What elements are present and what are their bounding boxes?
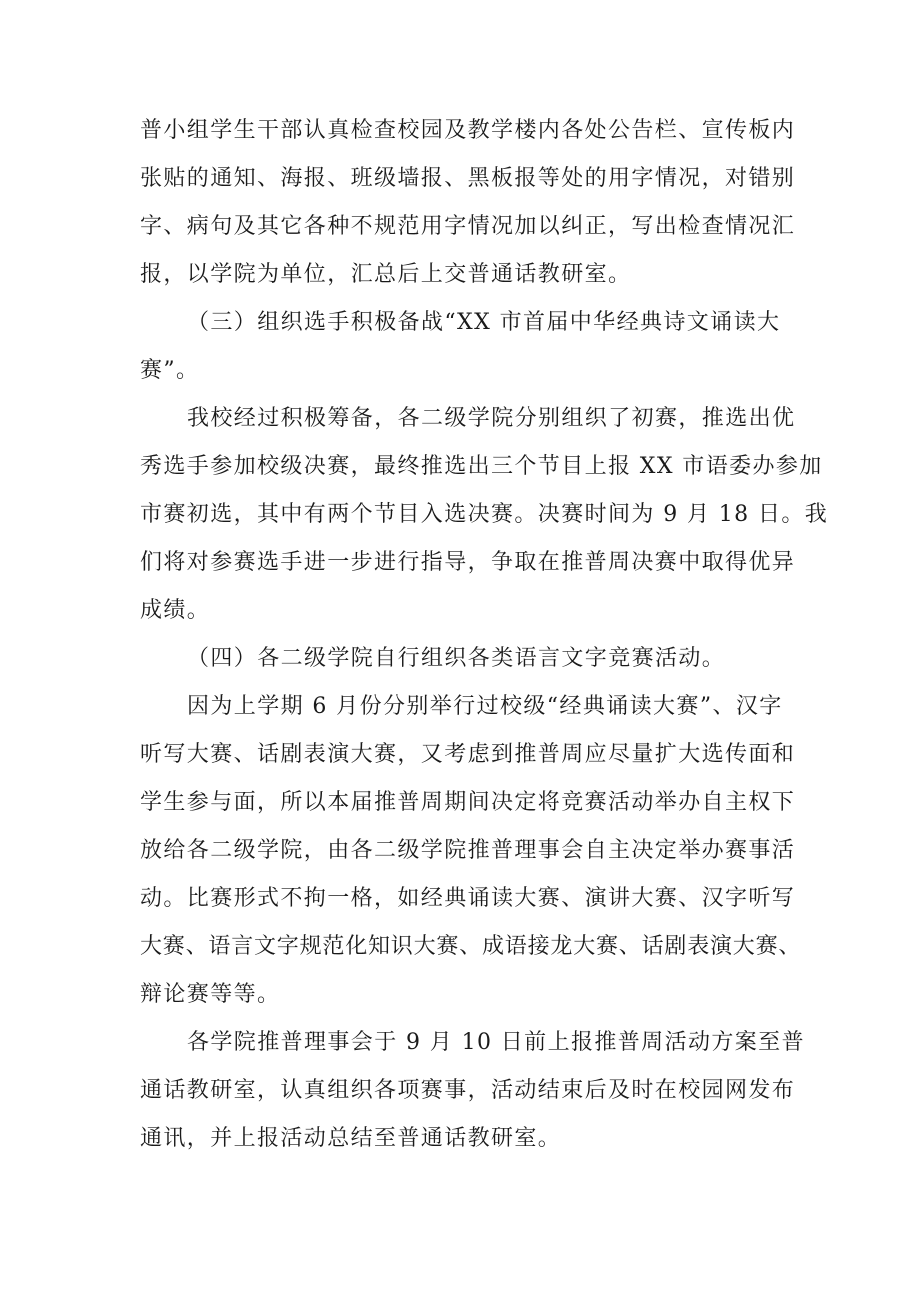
text-line: 通讯，并上报活动总结至普通话教研室。 (140, 1126, 562, 1151)
text-line: 动。比赛形式不拘一格，如经典诵读大赛、演讲大赛、汉字听写 (140, 886, 796, 911)
section-heading: （三）组织选手积极备战“XX 市首届中华经典诗文诵读大 (187, 310, 781, 335)
section-heading: 赛”。 (140, 358, 200, 383)
text-line: 报，以学院为单位，汇总后上交普通话教研室。 (140, 262, 632, 287)
text-line: 各学院推普理事会于 9 月 10 日前上报推普周活动方案至普 (187, 1030, 805, 1055)
text-line: 字、病句及其它各种不规范用字情况加以纠正，写出检查情况汇 (140, 214, 796, 239)
text-line: 放给各二级学院，由各二级学院推普理事会自主决定举办赛事活 (140, 838, 796, 863)
text-line: 因为上学期 6 月份分别举行过校级“经典诵读大赛”、汉字 (187, 694, 783, 719)
text-line: 通话教研室，认真组织各项赛事，活动结束后及时在校园网发布 (140, 1078, 796, 1103)
text-line: 秀选手参加校级决赛，最终推选出三个节目上报 XX 市语委办参加 (140, 454, 823, 479)
text-line: 普小组学生干部认真检查校园及教学楼内各处公告栏、宣传板内 (140, 118, 796, 143)
text-line: 张贴的通知、海报、班级墙报、黑板报等处的用字情况，对错别 (140, 166, 796, 191)
text-line: 听写大赛、话剧表演大赛，又考虑到推普周应尽量扩大选传面和 (140, 742, 796, 767)
text-line: 大赛、语言文字规范化知识大赛、成语接龙大赛、话剧表演大赛、 (140, 934, 802, 959)
text-line: 辩论赛等等。 (140, 982, 281, 1007)
section-heading: （四）各二级学院自行组织各类语言文字竞赛活动。 (187, 646, 726, 671)
text-line: 成绩。 (140, 598, 211, 623)
text-line: 我校经过积极筹备，各二级学院分别组织了初赛，推选出优 (187, 406, 796, 431)
text-line: 们将对参赛选手进一步进行指导，争取在推普周决赛中取得优异 (140, 550, 796, 575)
text-line: 市赛初选，其中有两个节目入选决赛。决赛时间为 9 月 18 日。我 (140, 502, 829, 527)
text-line: 学生参与面，所以本届推普周期间决定将竞赛活动举办自主权下 (140, 790, 796, 815)
